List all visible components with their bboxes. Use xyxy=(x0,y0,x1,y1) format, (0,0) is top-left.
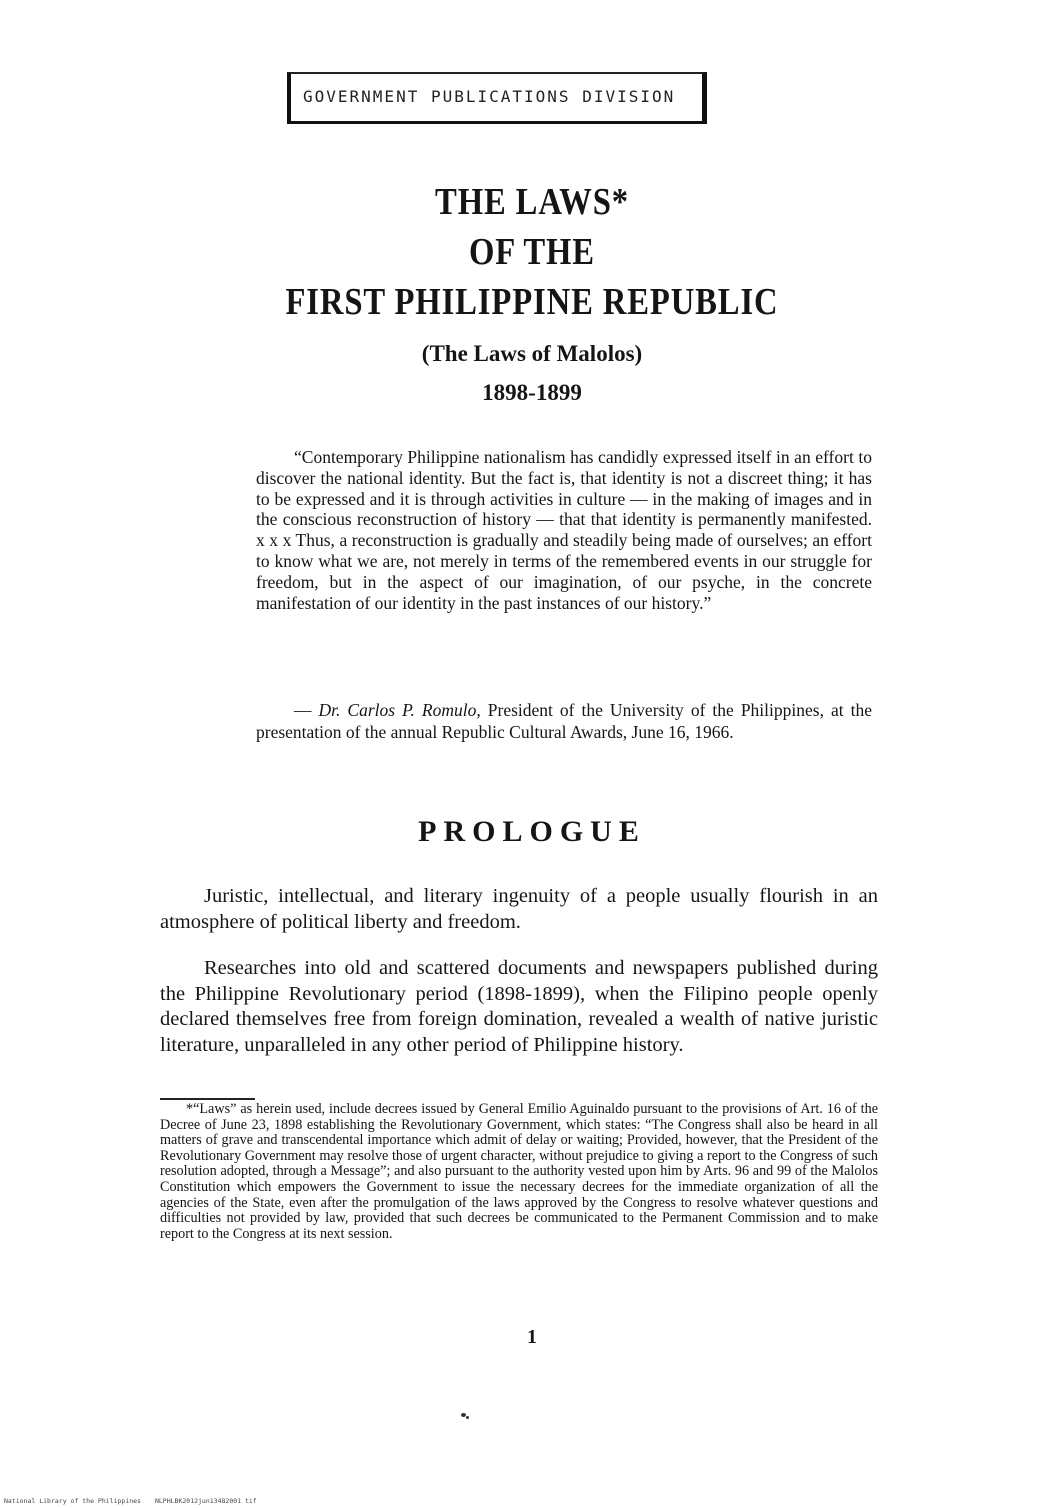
scan-speck xyxy=(466,1416,469,1419)
years: 1898-1899 xyxy=(482,380,582,405)
attribution-rest: President of the University of the Philippines, at the presentation of the annual Republic Cultural Awards, June 16, 1966. xyxy=(256,700,873,742)
title-line-3: FIRST PHILIPPINE REPUBLIC xyxy=(285,281,779,323)
prologue-heading: PROLOGUE xyxy=(418,815,646,848)
scan-footer xyxy=(4,1497,404,1505)
footnote: *“Laws” as herein used, include decrees issued by General Emilio Aguinaldo pursuant to the provisions of Art. 16 of the Decree of June 23, 1898 establishing the Revolutionary Government, which states: “The Congress shall also be heard in all matters of grave and transcendental importance which admit of delay or waiting; Provided, however, that the President of the Revolutionary Government may resolve those of urgent character, without prejudice to giving a report to the Congress of such resolution adopted, through a Message”; and also pursuant to the authority vested upon him by Arts. 96 and 99 of the Malolos Constitution which empowers the Government to issue the necessary decrees for the immediate organization of all the agencies of the State, even after the promulgation of the laws approved by the Congress to resolve whatever questions and difficulties not provided by law, provided that such decrees be communicated to the Permanent Commission and to make report to the Congress at its next session. xyxy=(160,1101,878,1242)
footnote-rule xyxy=(160,1098,255,1100)
attribution-dash: — xyxy=(294,700,319,720)
title-line-2: OF THE xyxy=(469,231,595,273)
prologue-paragraph-1: Juristic, intellectual, and literary ingenuity of a people usually flourish in an atmosphere of political liberty and freedom. xyxy=(160,885,878,933)
prologue-paragraph-2: Researches into old and scattered documents and newspapers published during the Philippine Revolutionary period (1898-1899), when the Filipino people openly declared themselves free from foreign domination, revealed a wealth of native juristic literature, unparalleled in any other period of Philippine history. xyxy=(160,957,878,1056)
scan-footer-file-id: NLPHLBK2012jun13482001 tif xyxy=(154,1497,257,1505)
subtitle: (The Laws of Malolos) xyxy=(421,341,643,366)
attribution-name: Dr. Carlos P. Romulo, xyxy=(318,700,481,720)
epigraph-quote: “Contemporary Philippine nationalism has candidly expressed itself in an effort to discover the national identity. But the fact is, that identity is not a discreet thing; it has to be expressed and it is through activities in culture — in the making of images and in the conscious reconstruction of history — that that identity is permanently manifested. x x x Thus, a reconstruction is gradually and steadily being made of ourselves; an effort to know what we are, not merely in terms of the remembered events in our struggle for freedom, but in the aspect of our imagination, of our psyche, in the concrete manifestation of our identity in the past instances of our history.” xyxy=(256,447,872,613)
epigraph-attribution xyxy=(256,700,872,743)
page-number: 1 xyxy=(527,1326,537,1348)
scan-footer-library: National Library of the Philippines xyxy=(4,1497,141,1505)
title-line-1: THE LAWS* xyxy=(435,181,629,223)
government-publications-stamp: GOVERNMENT PUBLICATIONS DIVISION xyxy=(287,72,707,124)
